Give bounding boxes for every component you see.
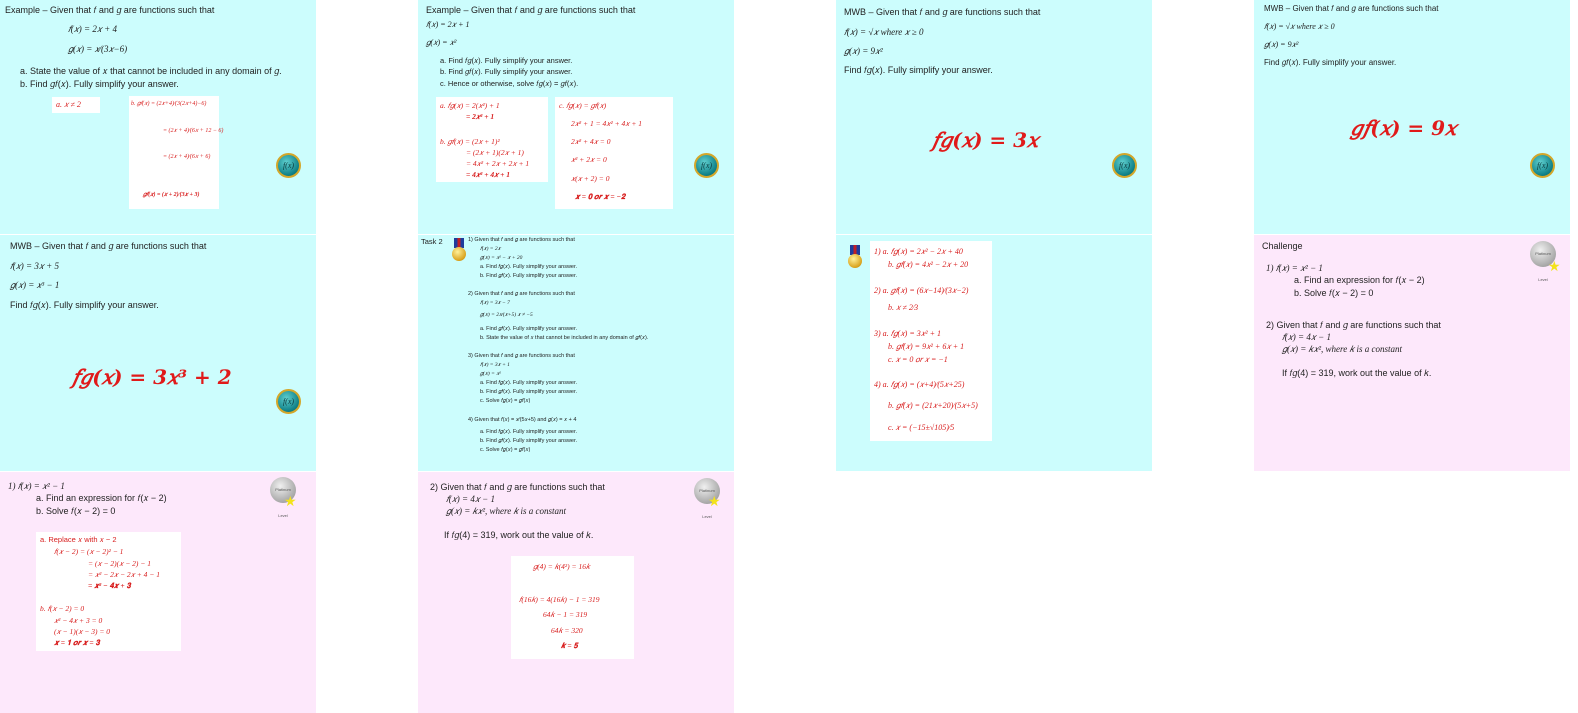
task-line: a. Find 𝑓𝑔(𝑥). Fully simplify your answer. xyxy=(480,380,578,386)
question-c: c. Hence or otherwise, solve 𝑓𝑔(𝑥) = 𝑔𝑓(𝑥). xyxy=(440,79,579,88)
platinum-level-badge: Platinum Level xyxy=(694,478,720,504)
answer: 𝑓𝑔(𝑥) = 3𝑥 xyxy=(932,128,1039,152)
question-b: b. Find 𝑔𝑓(𝑥). Fully simplify your answer. xyxy=(440,67,573,76)
star-icon: ★ xyxy=(708,493,721,509)
answer-line4: 64𝑘 = 320 xyxy=(551,626,583,635)
task-line: 𝑔(𝑥) = 2𝑥⁄(𝑥+5) 𝑥 ≠ −5 xyxy=(480,312,533,318)
answer-a-line3: = (𝑥 − 2)(𝑥 − 2) − 1 xyxy=(88,559,151,568)
answer-line: c. 𝑥 = (−15±√105)⁄5 xyxy=(888,423,955,432)
task-line: b. Find 𝑔𝑓(𝑥). Fully simplify your answer. xyxy=(480,273,578,279)
function-g: 𝑔(𝑥) = 9𝑥² xyxy=(844,46,883,56)
task-line: c. Solve 𝑓𝑔(𝑥) = 𝑔𝑓(𝑥) xyxy=(480,398,531,404)
platinum-level-badge: Platinum Level xyxy=(270,477,296,503)
slide-title: Example – Given that 𝑓 and 𝑔 are functions such that xyxy=(5,5,215,15)
question-1b: b. Solve 𝑓(𝑥 − 2) = 0 xyxy=(1294,288,1374,298)
question-1: 1) 𝑓(𝑥) = 𝑥² − 1 xyxy=(8,481,65,491)
slide-title: Challenge xyxy=(1262,241,1303,251)
slide-title: MWB – Given that 𝑓 and 𝑔 are functions such that xyxy=(844,7,1041,17)
function-g: 𝑔(𝑥) = 𝑥³ − 1 xyxy=(10,280,60,290)
answer-box-a xyxy=(52,97,100,113)
function-g: 𝑔(𝑥) = 𝑥² xyxy=(426,38,457,47)
slide-title: MWB – Given that 𝑓 and 𝑔 are functions such that xyxy=(10,241,207,251)
question-2: 2) Given that 𝑓 and 𝑔 are functions such that xyxy=(1266,320,1441,330)
task-line: 4) Given that 𝑓(𝑥) = 𝑥⁄(5𝑥+5) and 𝑔(𝑥) = 𝑥 + 4 xyxy=(468,417,577,423)
slide-challenge xyxy=(1254,235,1570,471)
answer: 𝑔𝑓(𝑥) = 9𝑥 xyxy=(1350,116,1457,140)
answer-b-line1: b. 𝑔𝑓(𝑥) = (2𝑥+4)⁄(3(2𝑥+4)−6) xyxy=(131,101,207,107)
question-a: a. Find 𝑓𝑔(𝑥). Fully simplify your answer. xyxy=(440,56,573,65)
answer-b-line1: b. 𝑓(𝑥 − 2) = 0 xyxy=(40,604,85,613)
answer-a-line1: a. 𝑓𝑔(𝑥) = 2(𝑥²) + 1 xyxy=(440,101,500,110)
task-line: b. State the value of 𝑥 that cannot be included in any domain of 𝑔𝑓(𝑥). xyxy=(480,335,649,341)
answer-c-line4: 𝑥² + 2𝑥 = 0 xyxy=(571,155,607,164)
gold-medal-icon xyxy=(848,245,862,271)
task-line: c. Solve 𝑓𝑔(𝑥) = 𝑔𝑓(𝑥) xyxy=(480,447,531,453)
answer-c-line1: c. 𝑓𝑔(𝑥) = 𝑔𝑓(𝑥) xyxy=(559,101,607,110)
question-1a: a. Find an expression for 𝑓(𝑥 − 2) xyxy=(1294,275,1425,285)
answer-b-line1: b. 𝑔𝑓(𝑥) = (2𝑥 + 1)² xyxy=(440,137,500,146)
question: Find 𝑓𝑔(𝑥). Fully simplify your answer. xyxy=(10,300,159,310)
answer: 𝑓𝑔(𝑥) = 3𝑥³ + 2 xyxy=(72,365,232,389)
answer-line2: 𝑓(16𝑘) = 4(16𝑘) − 1 = 319 xyxy=(519,595,600,604)
question-2-c: If 𝑓𝑔(4) = 319, work out the value of 𝑘. xyxy=(1282,368,1432,378)
function-f: 𝑓(𝑥) = √𝑥 where 𝑥 ≥ 0 xyxy=(844,27,924,37)
answer-b-line4: = 4𝑥² + 4𝑥 + 1 xyxy=(466,170,511,179)
answer-line: c. 𝑥 = 0 𝑜𝑟 𝑥 = −1 xyxy=(888,355,948,364)
question-2-f: 𝑓(𝑥) = 4𝑥 − 1 xyxy=(1282,332,1331,342)
answer-c-line5: 𝑥(𝑥 + 2) = 0 xyxy=(571,174,610,183)
answer-a-line2: 𝑓(𝑥 − 2) = (𝑥 − 2)² − 1 xyxy=(54,547,124,556)
answer-b-line4: 𝑔𝑓(𝑥) = (𝑥 + 2)⁄(3𝑥 + 3) xyxy=(143,192,200,198)
task-line: 𝑓(𝑥) = 2𝑥 xyxy=(480,246,501,252)
task-line: a. Find 𝑔𝑓(𝑥). Fully simplify your answer. xyxy=(480,326,578,332)
task-line: 3) Given that 𝑓 and 𝑔 are functions such that xyxy=(468,353,575,359)
question-1a: a. Find an expression for 𝑓(𝑥 − 2) xyxy=(36,493,167,503)
question: Find 𝑔𝑓(𝑥). Fully simplify your answer. xyxy=(1264,58,1397,67)
slide-mwb-gf xyxy=(1254,0,1570,234)
answer-line: 4) a. 𝑓𝑔(𝑥) = (𝑥+4)⁄(5𝑥+25) xyxy=(874,380,965,389)
answer-c-line2: 2𝑥² + 1 = 4𝑥² + 4𝑥 + 1 xyxy=(571,119,643,128)
slide-title: MWB – Given that 𝑓 and 𝑔 are functions such that xyxy=(1264,4,1439,13)
answer-b-line2: 𝑥² − 4𝑥 + 3 = 0 xyxy=(54,616,103,625)
answer-line1: 𝑔(4) = 𝑘(4²) = 16𝑘 xyxy=(533,562,590,571)
task-line: 1) Given that 𝑓 and 𝑔 are functions such that xyxy=(468,237,575,243)
slide-task2 xyxy=(418,235,734,471)
question-a: a. State the value of 𝑥 that cannot be included in any domain of 𝑔. xyxy=(20,66,282,76)
answer-b-line3: = (2𝑥 + 4)⁄(6𝑥 + 6) xyxy=(163,154,211,160)
question-2-c: If 𝑓𝑔(4) = 319, work out the value of 𝑘. xyxy=(444,530,594,540)
question-b: b. Find 𝑔𝑓(𝑥). Fully simplify your answer. xyxy=(20,79,179,89)
slide-example-solve xyxy=(418,0,734,234)
task-line: a. Find 𝑓𝑔(𝑥). Fully simplify your answer. xyxy=(480,429,578,435)
answer-box-b xyxy=(129,96,224,209)
function-f: 𝑓(𝑥) = √𝑥 where 𝑥 ≥ 0 xyxy=(1264,22,1335,31)
answer-a-line5: = 𝒙² − 𝟒𝒙 + 𝟑 xyxy=(88,581,131,590)
task-label: Task 2 xyxy=(421,237,443,246)
question-1: 1) 𝑓(𝑥) = 𝑥² − 1 xyxy=(1266,263,1323,273)
task-line: a. Find 𝑓𝑔(𝑥). Fully simplify your answer. xyxy=(480,264,578,270)
function-f: 𝑓(𝑥) = 2𝑥 + 1 xyxy=(426,20,470,29)
slide-mwb-fg-cubic xyxy=(0,235,316,471)
answer-c-line3: 2𝑥² + 4𝑥 = 0 xyxy=(571,137,611,146)
task-line: b. Find 𝑔𝑓(𝑥). Fully simplify your answer. xyxy=(480,389,578,395)
fx-icon[interactable]: f(x) xyxy=(276,153,301,178)
answer-a-line4: = 𝑥² − 2𝑥 − 2𝑥 + 4 − 1 xyxy=(88,570,160,579)
fx-icon[interactable]: f(x) xyxy=(276,389,301,414)
answer-line: b. 𝑔𝑓(𝑥) = 9𝑥² + 6𝑥 + 1 xyxy=(888,342,965,351)
answers-box xyxy=(870,241,992,441)
answer-a-line2: = 2𝑥² + 1 xyxy=(466,112,495,121)
function-f: 𝑓(𝑥) = 2𝑥 + 4 xyxy=(68,24,117,34)
answer-b-line2: = (2𝑥 + 4)⁄(6𝑥 + 12 − 6) xyxy=(163,128,224,134)
star-icon: ★ xyxy=(284,493,297,509)
fx-icon[interactable]: f(x) xyxy=(1112,153,1137,178)
question-2-g: 𝑔(𝑥) = 𝑘𝑥², where 𝑘 is a constant xyxy=(446,506,567,516)
task-line: 𝑓(𝑥) = 3𝑥 − 7 xyxy=(480,300,510,306)
task-line: 𝑔(𝑥) = 𝑥² − 𝑥 + 20 xyxy=(480,255,523,261)
gold-medal-icon xyxy=(452,238,466,264)
slide-task2-answers xyxy=(836,235,1152,471)
answer-b-line3: = 4𝑥² + 2𝑥 + 2𝑥 + 1 xyxy=(466,159,530,168)
star-icon: ★ xyxy=(1548,258,1561,274)
question-1b: b. Solve 𝑓(𝑥 − 2) = 0 xyxy=(36,506,116,516)
answer-box-ab xyxy=(436,97,548,182)
function-g: 𝑔(𝑥) = 9𝑥² xyxy=(1264,40,1299,49)
answer-line: b. 𝑔𝑓(𝑥) = 4𝑥² − 2𝑥 + 20 xyxy=(888,260,969,269)
answer-box-c xyxy=(555,97,673,209)
slide-challenge-answer-1 xyxy=(0,472,316,713)
answer-line: b. 𝑥 ≠ 2⁄3 xyxy=(888,303,919,312)
answer-line5: 𝒌 = 𝟓 xyxy=(561,641,578,650)
task-line: 𝑓(𝑥) = 3𝑥 + 1 xyxy=(480,362,510,368)
question-2-f: 𝑓(𝑥) = 4𝑥 − 1 xyxy=(446,494,495,504)
answer-line3: 64𝑘 − 1 = 319 xyxy=(543,610,588,619)
task-line: 𝑔(𝑥) = 𝑥² xyxy=(480,371,501,377)
answer-a-line1: a. Replace 𝑥 with 𝑥 − 2 xyxy=(40,535,117,544)
fx-icon[interactable]: f(x) xyxy=(694,153,719,178)
answer-box xyxy=(511,556,634,659)
answer-line: 3) a. 𝑓𝑔(𝑥) = 3𝑥² + 1 xyxy=(874,329,941,338)
answer-box xyxy=(36,532,181,651)
answer-b-line4: 𝒙 = 𝟏 𝒐𝒓 𝒙 = 𝟑 xyxy=(54,638,100,647)
slide-example-gf xyxy=(0,0,316,234)
fx-icon[interactable]: f(x) xyxy=(1530,153,1555,178)
slide-mwb-fg xyxy=(836,0,1152,234)
answer-b-line2: = (2𝑥 + 1)(2𝑥 + 1) xyxy=(466,148,524,157)
slide-challenge-answer-2 xyxy=(418,472,734,713)
answer-line: 2) a. 𝑔𝑓(𝑥) = (6𝑥−14)⁄(3𝑥−2) xyxy=(874,286,969,295)
answer-line: 1) a. 𝑓𝑔(𝑥) = 2𝑥² − 2𝑥 + 40 xyxy=(874,247,963,256)
question-2-g: 𝑔(𝑥) = 𝑘𝑥², where 𝑘 is a constant xyxy=(1282,344,1403,354)
answer-a: a. 𝑥 ≠ 2 xyxy=(56,100,81,109)
answer-line: b. 𝑔𝑓(𝑥) = (21𝑥+20)⁄(5𝑥+5) xyxy=(888,401,978,410)
answer-b-line3: (𝑥 − 1)(𝑥 − 3) = 0 xyxy=(54,627,111,636)
answer-c-line6: 𝒙 = 𝟎 𝒐𝒓 𝒙 = −𝟐 xyxy=(575,192,626,201)
question-2: 2) Given that 𝑓 and 𝑔 are functions such that xyxy=(430,482,605,492)
slide-title: Example – Given that 𝑓 and 𝑔 are functions such that xyxy=(426,5,636,15)
task-line: b. Find 𝑔𝑓(𝑥). Fully simplify your answer. xyxy=(480,438,578,444)
function-f: 𝑓(𝑥) = 3𝑥 + 5 xyxy=(10,261,59,271)
platinum-level-badge: Platinum Level xyxy=(1530,241,1556,267)
task-line: 2) Given that 𝑓 and 𝑔 are functions such that xyxy=(468,291,575,297)
function-g: 𝑔(𝑥) = 𝑥⁄(3𝑥−6) xyxy=(68,44,128,54)
question: Find 𝑓𝑔(𝑥). Fully simplify your answer. xyxy=(844,65,993,75)
